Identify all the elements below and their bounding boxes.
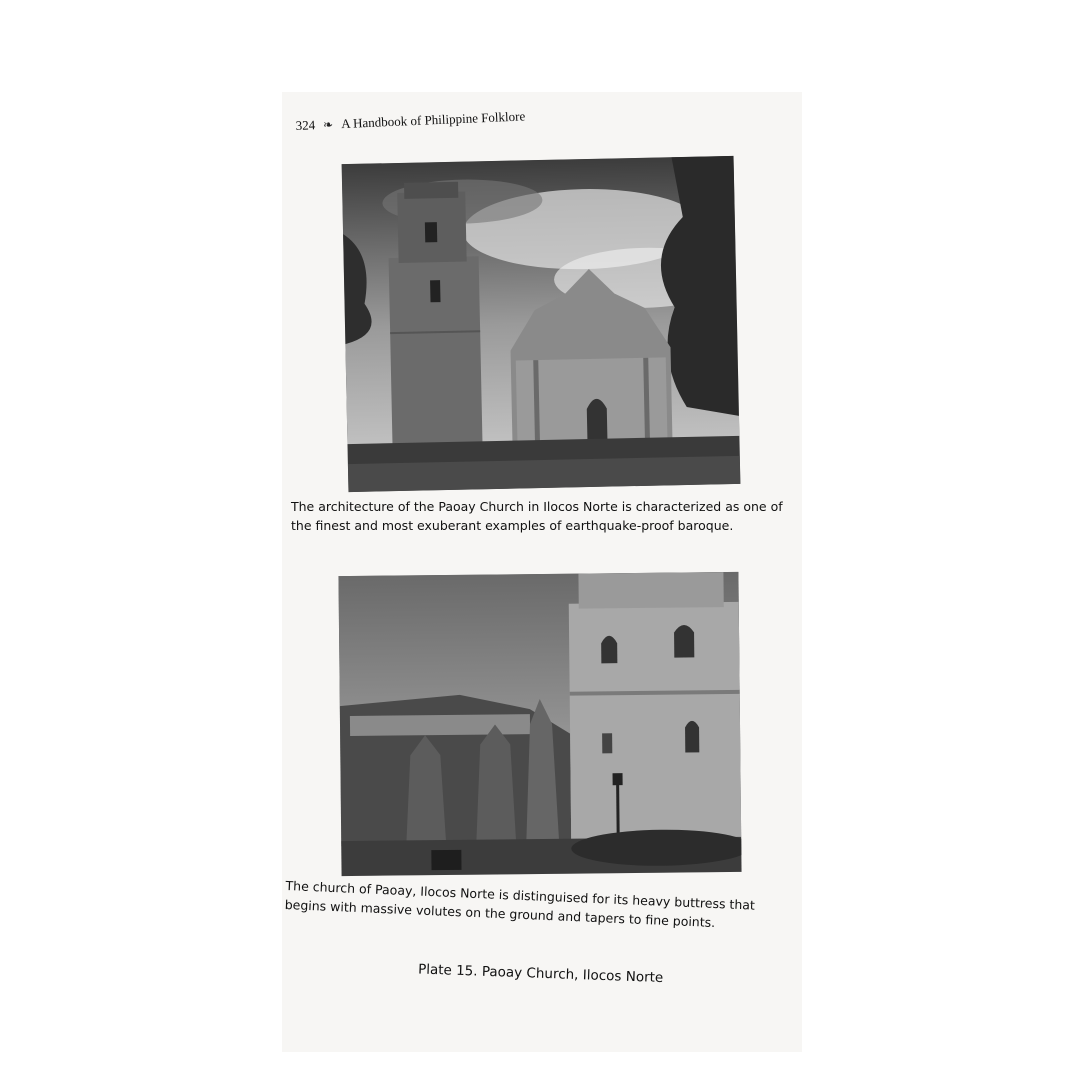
paoay-church-photo-2 bbox=[338, 572, 741, 876]
paoay-church-photo-1 bbox=[342, 156, 741, 492]
book-title: A Handbook of Philippine Folklore bbox=[340, 108, 526, 132]
page-number: 324 bbox=[295, 117, 316, 134]
ornament-icon: ❧ bbox=[322, 117, 334, 132]
plate-title: Plate 15. Paoay Church, Ilocos Norte bbox=[417, 961, 664, 987]
figure-caption-2: The church of Paoay, Ilocos Norte is distinguised for its heavy buttress that begins with massive volutes on the ground and tapers to fine points. bbox=[284, 877, 756, 931]
figure-caption-1: The architecture of the Paoay Church in Ilocos Norte is characterized as one of the finest and most exuberant examples of earthquake-proof baroque. bbox=[291, 499, 783, 533]
church-photo-illustration-2 bbox=[338, 572, 741, 876]
church-photo-illustration-1 bbox=[342, 156, 741, 492]
